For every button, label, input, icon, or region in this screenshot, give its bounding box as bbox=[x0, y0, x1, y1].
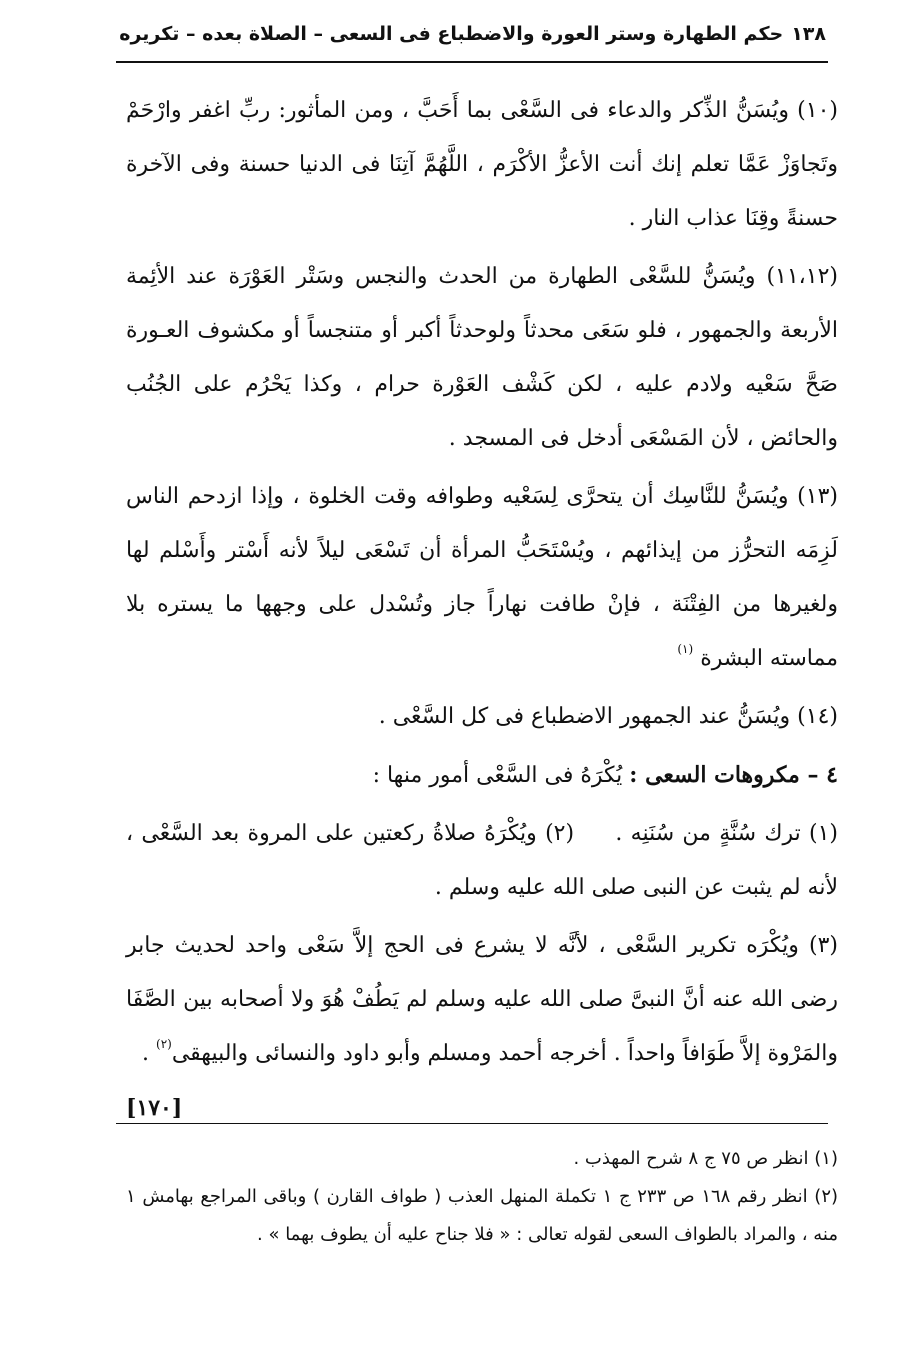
item-1: (١) ترك سُنَّةٍ من سُنَنِه . bbox=[615, 821, 838, 846]
header-rule bbox=[116, 61, 828, 63]
footnote-2: (٢) انظر رقم ١٦٨ ص ٢٣٣ ج ١ تكملة المنهل العذب ( طواف القارن ) وباقى المراجع بهامش ١ منه ، والمراد بالطواف السعى لقوله تعالى : « فلا جناح عليه أن يطوف بهما » . bbox=[126, 1186, 839, 1245]
footnote-1: (١) انظر ص ٧٥ ج ٨ شرح المهذب . bbox=[573, 1148, 838, 1169]
hadith-reference-number: [١٧٠] bbox=[126, 1095, 183, 1121]
paragraph-10: (١٠) ويُسَنُّ الذِّكر والدعاء فى السَّعْى بما أَحَبَّ ، ومن المأثور: ربِّ اغفر وارْحَمْ وتَجاوَزْ عَمَّا تعلم إنك أنت الأعزُّ الأكْرَم ، اللَّهُمَّ آتِنَا فى الدنيا حسنة وفى الآخرة حسنةً وقِنَا عذاب النار . bbox=[126, 98, 838, 231]
item-3: (٣) ويُكْرَه تكرير السَّعْى ، لأنَّه لا يشرع فى الحج إلاَّ سَعْى واحد لحديث جابر رضى الله عنه أنَّ النبىَّ صلى الله عليه وسلم لم يَطُفْ هُوَ ولا أصحابه بين الصَّفَا والمَرْوة إلاَّ طَوَافاً واحداً . أخرجه أحمد ومسلم وأبو داود والنسائى والبيهقى bbox=[126, 933, 838, 1066]
main-text bbox=[126, 84, 838, 1135]
item-3-paragraph: (٣) ويُكْرَه تكرير السَّعْى ، لأنَّه لا يشرع فى الحج إلاَّ سَعْى واحد لحديث جابر رضى الله عنه أنَّ النبىَّ صلى الله عليه وسلم لم يَطُفْ هُوَ ولا أصحابه بين الصَّفَا والمَرْوة إلاَّ طَوَافاً واحداً . أخرجه أحمد ومسلم وأبو داود والنسائى والبيهقى$^{(٢)}$ . [١٧٠] bbox=[126, 919, 838, 1081]
paragraph-11-12: (١١،١٢) ويُسَنُّ للسَّعْى الطهارة من الحدث والنجس وسَتْر العَوْرَة عند الأئِمة الأربعة والجمهور ، فلو سَعَى محدثاً ولوحدثاً أكبر أو متنجساً أو مكشوف العـورة صَحَّ سَعْيه ولادم عليه ، لكن كَشْف العَوْرة حرام ، وكذا يَحْرُم على الجُنُب والحائض ، لأن المَسْعَى أدخل فى المسجد . bbox=[126, 264, 838, 451]
item-2: (٢) ويُكْرَهُ صلاةُ ركعتين على المروة بعد السَّعْى ، لأنه لم يثبت عن النبى صلى الله عليه وسلم . bbox=[126, 821, 838, 900]
page-number: ١٣٨ bbox=[791, 23, 826, 45]
footnote-rule bbox=[116, 1123, 828, 1124]
paragraph-13-text: (١٣) ويُسَنُّ للنَّاسِك أن يتحرَّى لِسَعْيه وطوافه وقت الخلوة ، وإذا ازدحم الناس لَزِمَه التحرُّز من إيذائهم ، ويُسْتَحَبُّ المرأة أن تَسْعَى ليلاً لأنه أَسْتر وأَسْلم لها ولغيرها من الفِتْنَة ، فإنْ طافت نهاراً جاز وتُسْدل على وجهها ما يستره بلا مماسته البشرة bbox=[126, 484, 838, 671]
section-intro: يُكْرَهُ فى السَّعْى أمور منها : bbox=[372, 763, 623, 788]
items-1-2 bbox=[126, 807, 838, 915]
running-title: حكم الطهارة وستر العورة والاضطباع فى السعى – الصلاة بعده – تكريره bbox=[119, 23, 784, 45]
footnote-marker-1: (١) bbox=[677, 642, 694, 656]
running-header bbox=[118, 10, 826, 58]
section-heading-line bbox=[126, 748, 838, 803]
section-heading: ٤ – مكروهات السعى : bbox=[629, 762, 838, 788]
footnote-marker-2: (٢) bbox=[156, 1037, 172, 1051]
paragraph-13 bbox=[126, 470, 838, 686]
footnotes bbox=[126, 1140, 838, 1254]
paragraph-14: (١٤) ويُسَنُّ عند الجمهور الاضطباع فى كل السَّعْى . bbox=[378, 704, 838, 729]
